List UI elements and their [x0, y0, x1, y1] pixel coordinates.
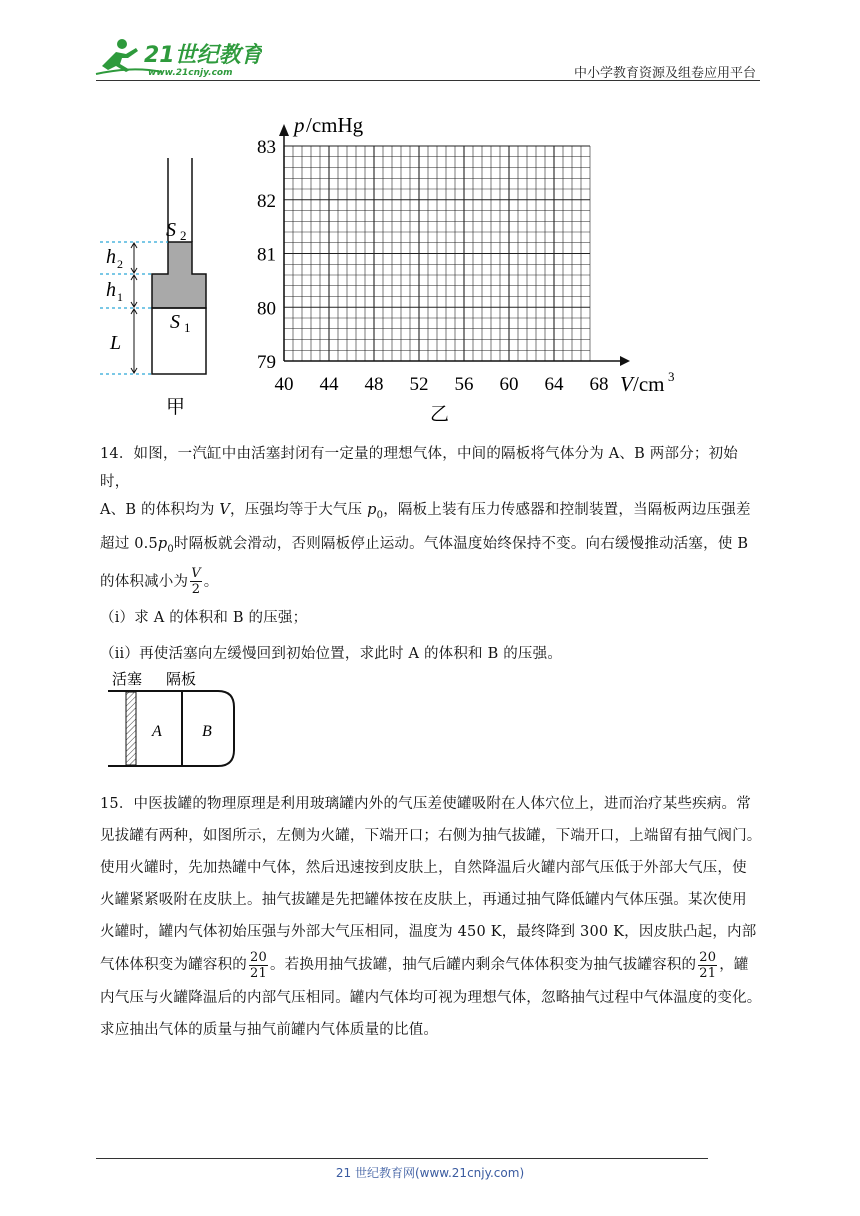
y-tick-label: 81: [257, 244, 276, 266]
logo-url: www.21cnjy.com: [148, 68, 233, 78]
label-h1-sub: 1: [117, 290, 123, 304]
y-tick-label: 80: [257, 298, 276, 320]
x-axis-label-var: V: [620, 372, 633, 396]
fraction-V-over-2: $\frac{V}{2}$: [191, 566, 201, 598]
x-tick-label: 60: [499, 374, 519, 395]
y-tick-label: 79: [257, 352, 276, 373]
label-h2-sub: 2: [117, 257, 123, 271]
x-axis-label-exp: 3: [668, 369, 675, 384]
x-tick-label: 40: [274, 374, 294, 395]
x-tick-label: 68: [589, 374, 609, 395]
footer-text: 21 世纪教育网(www.21cnjy.com): [335, 1166, 525, 1180]
piston-shape: [152, 242, 206, 308]
runner-logo-icon: [92, 36, 262, 80]
caption-yi: 乙: [430, 403, 450, 425]
x-axis-label-unit: /cm: [633, 372, 665, 396]
footer-divider: [96, 1158, 708, 1159]
label-S2-sub: 2: [180, 228, 187, 243]
q15-line8: 求应抽出气体的质量与抽气前罐内气体质量的比值。: [100, 1022, 439, 1038]
label-h2: h: [106, 246, 116, 268]
fraction-20-over-21: $\frac{20}{21}$: [250, 949, 267, 981]
figures-svg: [100, 106, 700, 426]
header-divider: [96, 80, 760, 81]
q15-line6: 气体体积变为罐容积的 $\frac{20}{21}$ 。若换用抽气拔罐，抽气后罐内剩余气体体积变为抽气拔罐容积的 $\frac{20}{21}$ ，罐: [100, 949, 749, 981]
label-B: B: [202, 723, 212, 740]
q14-sub1: （i）求 A 的体积和 B 的压强；: [100, 609, 308, 626]
label-S2: S: [166, 219, 176, 241]
figure-cylinder: [100, 664, 250, 774]
x-tick-labels: [275, 374, 609, 395]
figure-yi-grid: [284, 146, 590, 361]
figure-jia-yi: [100, 106, 700, 426]
y-axis-label-var: p: [294, 113, 305, 137]
header-tagline: 中小学教育资源及组卷应用平台: [573, 66, 756, 81]
x-tick-label: 48: [364, 374, 384, 395]
q14-line2: A、B 的体积均为 V，压强均等于大气压 $p_0$，隔板上装有压力传感器和控制装置，当隔板两边压强差: [100, 502, 751, 521]
y-tick-label: 82: [257, 190, 276, 212]
q15-line2: 见拔罐有两种，如图所示，左侧为火罐，下端开口；右侧为抽气拔罐，下端开口，上端留有抽气阀门。: [100, 828, 762, 844]
piston: [126, 692, 136, 765]
label-partition: 隔板: [166, 670, 197, 688]
label-A: A: [152, 723, 162, 740]
q15-line5: 火罐时，罐内气体初始压强与外部大气压相同，温度为 450 K，最终降到 300 K，因皮肤凸起，内部: [100, 924, 757, 940]
label-S1: S: [170, 311, 180, 333]
y-axis-label-unit: /cmHg: [306, 113, 364, 137]
y-tick-label: 83: [257, 137, 276, 158]
figure-jia: [100, 158, 206, 374]
q15-line3: 使用火罐时，先加热罐中气体，然后迅速按到皮肤上，自然降温后火罐内部气压低于外部大气压，使: [100, 860, 747, 876]
question-15: [100, 790, 765, 1044]
q15-line4: 火罐紧紧吸附在皮肤上。抽气拔罐是先把罐体按在皮肤上，再通过抽气降低罐内气体压强。某次使用: [100, 892, 747, 908]
figure-yi-axes: [279, 113, 675, 396]
x-tick-label: 56: [454, 374, 474, 395]
fraction-20-over-21-b: $\frac{20}{21}$: [699, 949, 717, 981]
x-tick-label: 44: [319, 374, 339, 395]
y-tick-labels: [257, 137, 276, 373]
caption-jia-text: 甲: [166, 396, 186, 418]
q14-line3: 超过 $0.5p_0$时隔板就会滑动，否则隔板停止运动。气体温度始终保持不变。向右缓慢推动活塞，使 B: [100, 535, 749, 555]
label-piston: 活塞: [112, 670, 143, 688]
logo-title: 21世纪教育: [144, 43, 262, 68]
q14-line1: 14．如图，一汽缸中由活塞封闭有一定量的理想气体，中间的隔板将气体分为 A、B 两部分；初始时，: [100, 446, 738, 490]
x-tick-label: 52: [409, 374, 429, 395]
x-tick-label: 64: [544, 374, 564, 395]
question-14: [100, 440, 765, 668]
q15-line1: 15．中医拔罐的物理原理是利用玻璃罐内外的气压差使罐吸附在人体穴位上，进而治疗某些疾病。常: [100, 796, 751, 812]
q15-line7: 内气压与火罐降温后的内部气压相同。罐内气体均可视为理想气体，忽略抽气过程中气体温度的变化。: [100, 990, 762, 1006]
cylinder-svg: [100, 664, 250, 774]
label-h1: h: [106, 279, 116, 301]
label-L: L: [110, 332, 122, 354]
q14-sub2: （ii）再使活塞向左缓慢回到初始位置，求此时 A 的体积和 B 的压强。: [100, 645, 563, 662]
q14-line4: 的体积减小为 $\frac{V}{2}$ 。: [100, 566, 219, 598]
label-S1-sub: 1: [184, 320, 191, 335]
header-logo: [92, 36, 262, 80]
